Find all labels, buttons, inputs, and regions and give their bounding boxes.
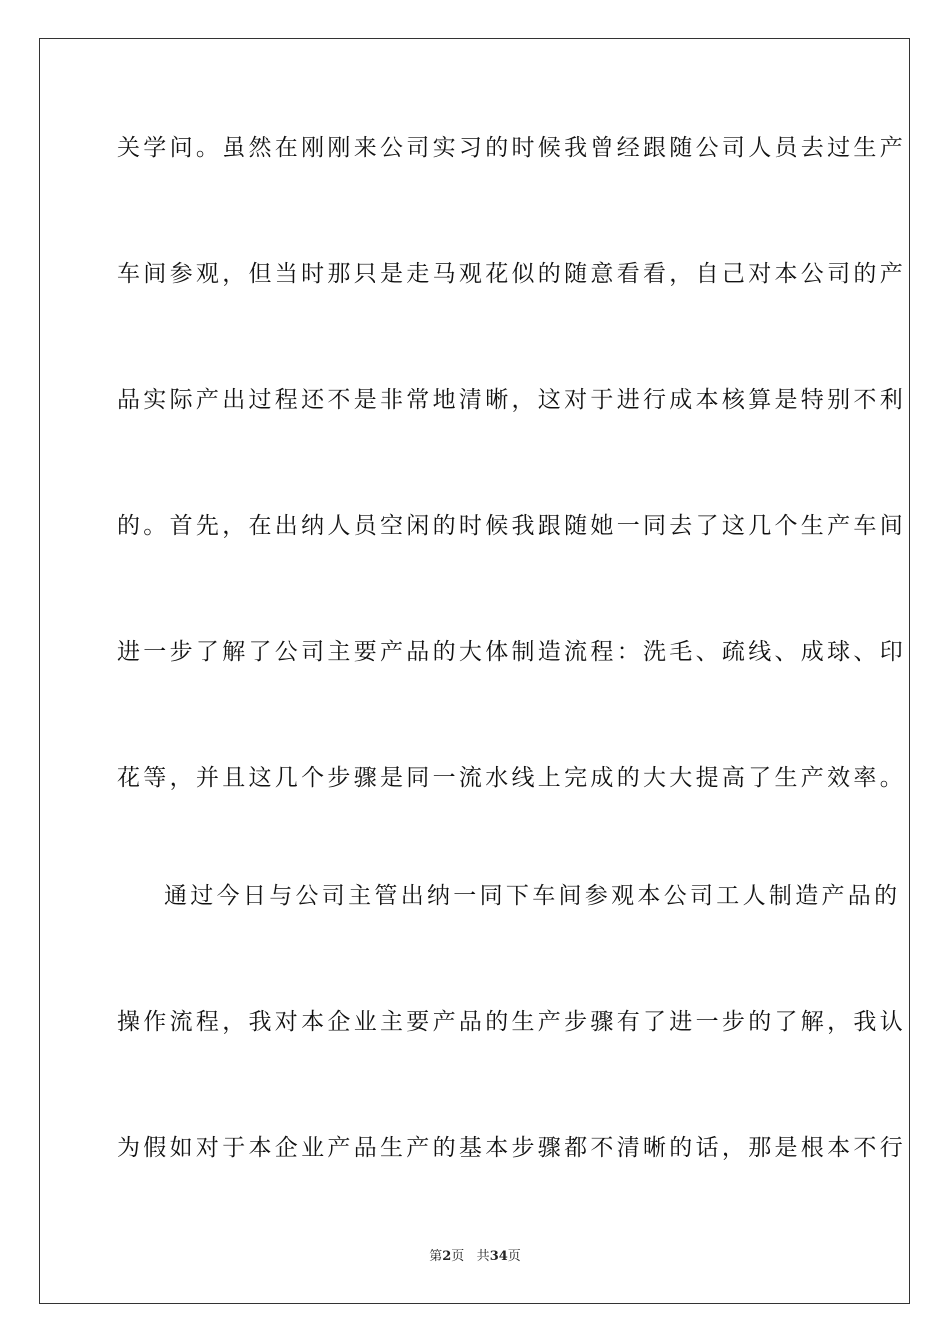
body-text-line: 品实际产出过程还不是非常地清晰，这对于进行成本核算是特别不利 [117,387,906,413]
body-text-line: 操作流程，我对本企业主要产品的生产步骤有了进一步的了解，我认 [117,1009,906,1035]
body-text-line: 花等，并且这几个步骤是同一流水线上完成的大大提高了生产效率。 [117,765,906,791]
body-text-line: 车间参观，但当时那只是走马观花似的随意看看，自己对本公司的产 [117,261,906,287]
body-text-line: 进一步了解了公司主要产品的大体制造流程：洗毛、疏线、成球、印 [117,639,906,665]
total-prefix: 共 [476,1249,490,1264]
page-border [39,38,910,1304]
total-suffix: 页 [507,1249,521,1264]
total-pages: 34 [489,1249,508,1264]
page-number: 2 [442,1249,452,1264]
body-text-line: 为假如对于本企业产品生产的基本步骤都不清晰的话，那是根本不行 [117,1135,906,1161]
body-text-line: 的。首先，在出纳人员空闲的时候我跟随她一同去了这几个生产车间 [117,513,906,539]
page-prefix: 第 [429,1249,443,1264]
page-suffix: 页 [451,1249,465,1264]
paragraph-start-line: 通过今日与公司主管出纳一同下车间参观本公司工人制造产品的 [164,883,901,909]
body-text-line: 关学问。虽然在刚刚来公司实习的时候我曾经跟随公司人员去过生产 [117,135,906,161]
page-footer [0,1248,950,1266]
